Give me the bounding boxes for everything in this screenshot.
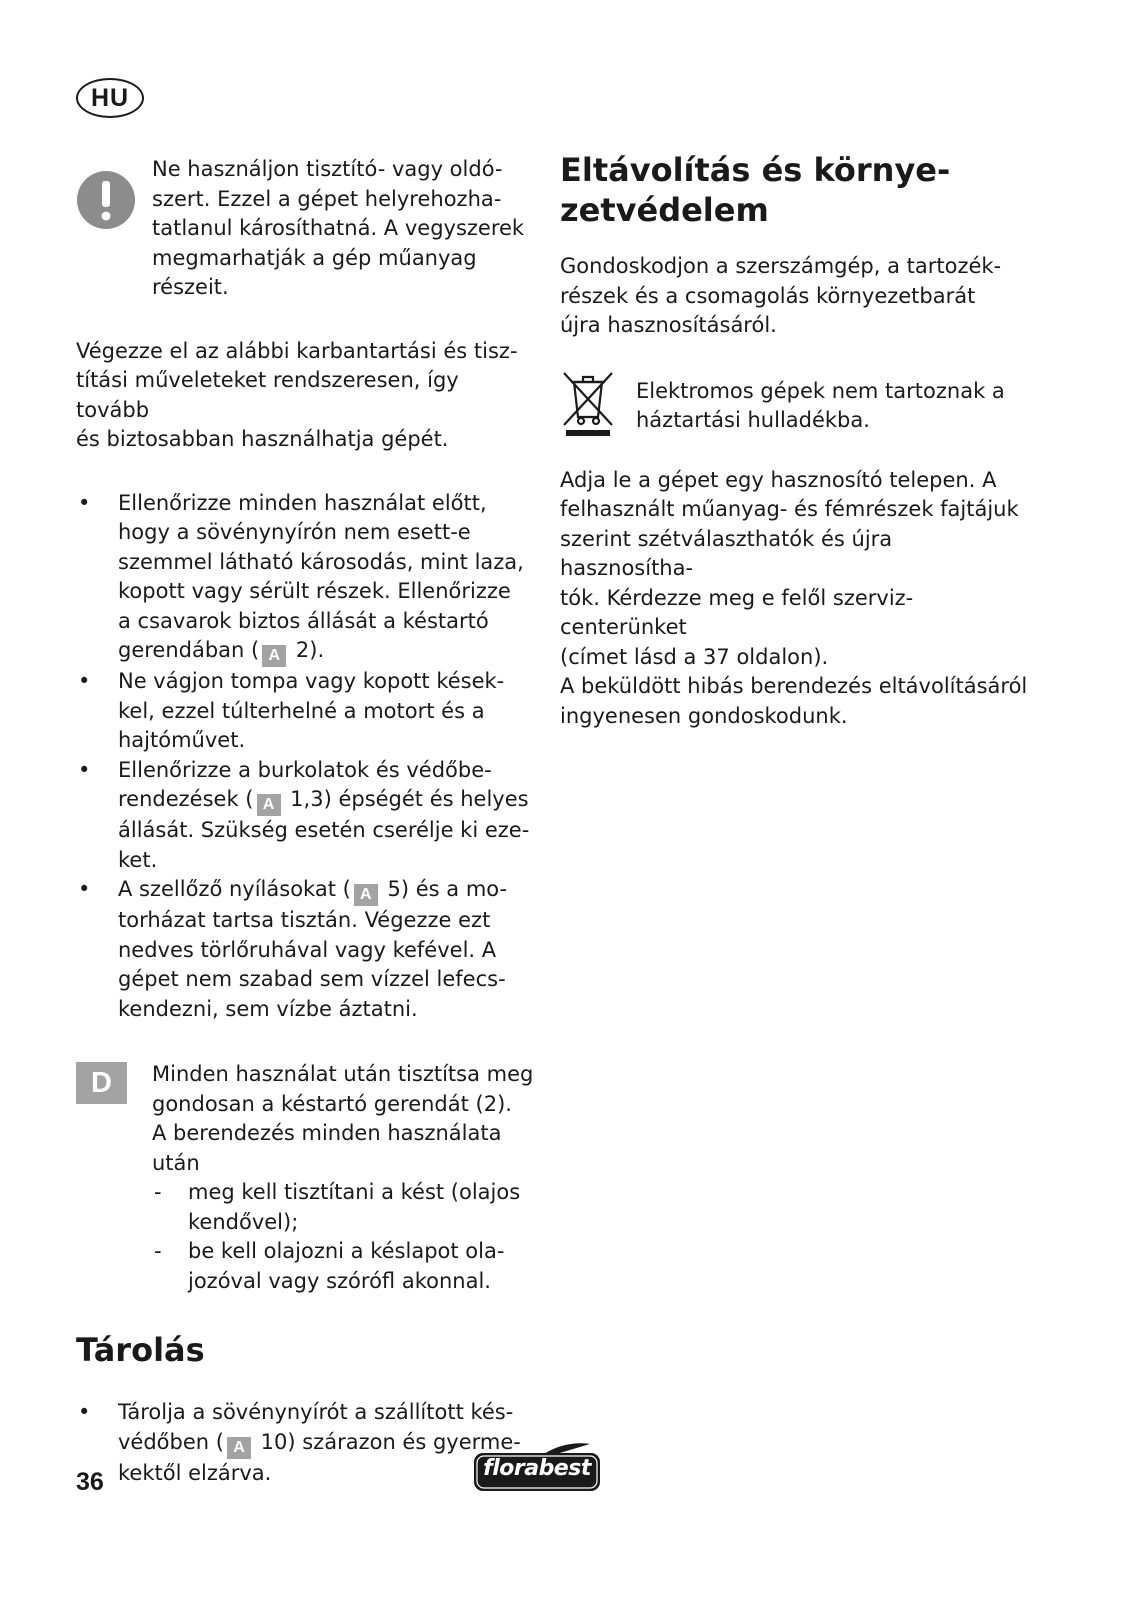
maintenance-list bbox=[76, 489, 536, 1025]
maintenance-intro: Végezze el az alábbi karbantartási és tisz- títási műveleteket rendszeresen, így tovább és biztosabban használhatja gépét. bbox=[76, 338, 518, 451]
dash-item: - be kell olajozni a késlapot ola- jozóval vagy szórófl akonnal. bbox=[152, 1237, 536, 1296]
disposal-intro: Gondoskodjon a szerszámgép, a tartozék- részek és a csomagolás környezetbarát újra hasznosításáról. bbox=[560, 254, 1002, 337]
warning-text: Ne használjon tisztító- vagy oldó- szert. Ezzel a gépet helyrehozha- tatlanul károsíthatná. A vegyszerek megmarhatják a gép műanyag részeit. bbox=[152, 157, 525, 299]
list-item: • Ne vágjon tompa vagy kopott kések- kel, ezzel túlterhelné a motort és a hajtóművet. bbox=[76, 667, 536, 756]
storage-item: • Tárolja a sövénynyírót a szállított kés- védőben ( A 10) szárazon és gyerme- kektől elzárva. bbox=[76, 1398, 536, 1488]
list-item: • Ellenőrizze a burkolatok és védőbe- rendezések ( A 1,3) épségét és helyes állását. Szükség esetén cserélje ki eze- ket. bbox=[76, 756, 536, 876]
left-column bbox=[76, 150, 536, 1488]
storage-heading: Tárolás bbox=[76, 1331, 205, 1369]
figure-reference-badge: A bbox=[262, 645, 286, 667]
figure-reference-badge: A bbox=[354, 884, 378, 906]
weee-note bbox=[560, 369, 1030, 436]
exclamation-icon bbox=[76, 170, 136, 230]
weee-text: Elektromos gépek nem tartoznak a háztartási hulladékba. bbox=[636, 378, 1005, 432]
list-item: • Ellenőrizze minden használat előtt, hogy a sövénynyírón nem esett-e szemmel látható károsodás, mint laza, kopott vagy sérült részek. Ellenőrizze a csavarok biztos állását a késtartó gerendában ( A 2). bbox=[76, 489, 536, 668]
disposal-body: Adja le a gépet egy hasznosító telepen. A felhasznált műanyag- és fémrészek fajtájuk szerint szétválaszthatók és újra hasznosítha- tók. Kérdezze meg e felől szerviz-centerünket (címet lásd a 37 oldalon). A beküldött hibás berendezés eltávolításáról ingyenesen gondoskodunk. bbox=[560, 467, 1028, 728]
figure-reference-badge: A bbox=[227, 1437, 251, 1459]
list-item: • A szellőző nyílásokat ( A 5) és a mo- torházat tartsa tisztán. Végezze ezt nedves törlőruhával vagy kefével. A gépet nem szabad sem vízzel lefecs- kendezni, sem vízbe áztatni. bbox=[76, 875, 536, 1024]
disposal-heading: Eltávolítás és környe- zetvédelem bbox=[560, 151, 951, 229]
language-badge: HU bbox=[76, 78, 144, 118]
brand-name: florabest bbox=[483, 1456, 591, 1481]
figure-d-note bbox=[76, 1060, 536, 1296]
figure-d-badge: D bbox=[76, 1062, 127, 1104]
figure-reference-badge: A bbox=[257, 794, 281, 816]
crossed-bin-icon bbox=[560, 369, 616, 437]
warning-note bbox=[76, 155, 536, 303]
figure-d-text: Minden használat után tisztítsa meg gondosan a késtartó gerendát (2). A berendezés minden használata után bbox=[152, 1062, 534, 1175]
brand-logo bbox=[472, 1442, 602, 1494]
page-number: 36 bbox=[76, 1468, 104, 1496]
right-column bbox=[560, 150, 1030, 731]
dash-item: - meg kell tisztítani a kést (olajos kendővel); bbox=[152, 1178, 536, 1237]
